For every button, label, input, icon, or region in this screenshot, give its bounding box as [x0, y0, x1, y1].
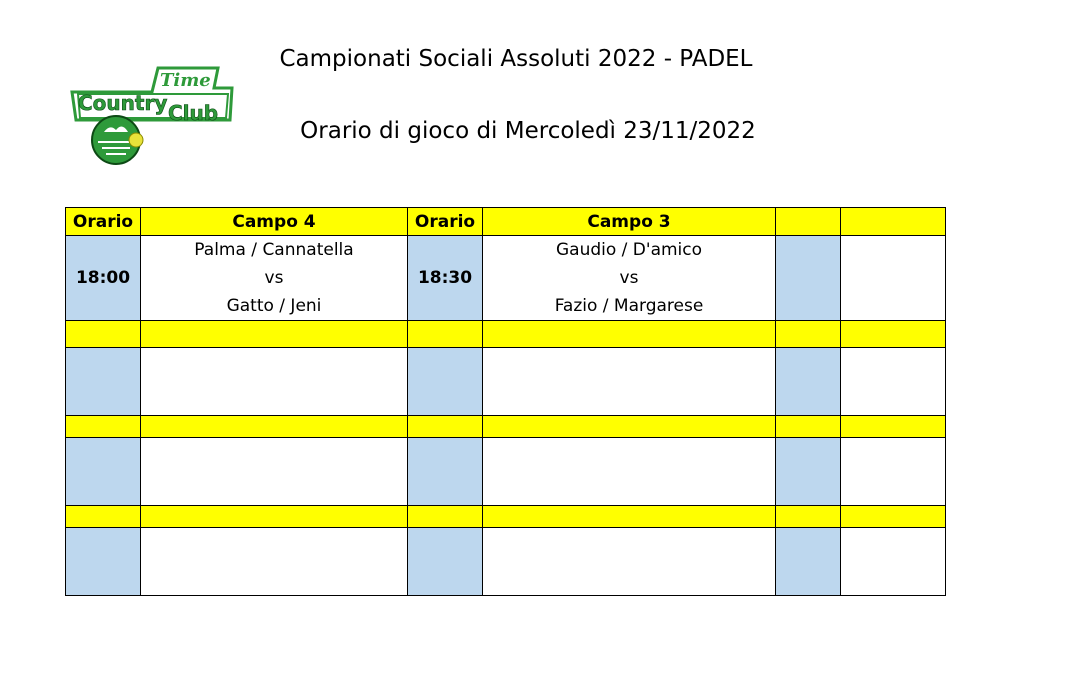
match-cell-empty — [841, 236, 946, 321]
header-campo-3: Campo 3 — [483, 208, 776, 236]
header-orario-2: Orario — [408, 208, 483, 236]
page-subtitle: Orario di gioco di Mercoledì 23/11/2022 — [300, 118, 756, 144]
header-campo-4: Campo 4 — [141, 208, 408, 236]
table-header-row — [66, 208, 946, 236]
logo-text-time: Time — [160, 70, 211, 91]
match-cell-empty — [841, 438, 946, 506]
match-cell-empty — [141, 528, 408, 596]
logo-text-country: Country — [78, 91, 168, 115]
match-cell-empty — [483, 348, 776, 416]
table-row — [66, 438, 946, 506]
time-cell-empty — [66, 438, 141, 506]
team-a: Gaudio / D'amico — [555, 240, 703, 260]
match-cell-empty — [841, 528, 946, 596]
schedule-table — [65, 207, 946, 596]
time-cell: 18:30 — [408, 236, 483, 321]
match-cell-empty — [483, 528, 776, 596]
page-title: Campionati Sociali Assoluti 2022 - PADEL — [279, 46, 753, 72]
time-cell-empty — [66, 348, 141, 416]
match-cell-campo-4 — [141, 236, 408, 321]
match-cell-empty — [483, 438, 776, 506]
separator-row — [66, 321, 946, 348]
time-cell-empty — [66, 528, 141, 596]
time-cell: 18:00 — [66, 236, 141, 321]
separator-row — [66, 506, 946, 528]
header-empty-6 — [841, 208, 946, 236]
time-cell-empty — [776, 528, 841, 596]
separator-row — [66, 416, 946, 438]
time-cell-empty — [776, 236, 841, 321]
team-b: Fazio / Margarese — [554, 296, 704, 316]
time-cell-empty — [776, 438, 841, 506]
header-orario-1: Orario — [66, 208, 141, 236]
match-cell-empty — [141, 348, 408, 416]
table-row — [66, 348, 946, 416]
table-row — [66, 236, 946, 321]
country-club-logo — [68, 62, 240, 166]
header-empty-5 — [776, 208, 841, 236]
vs-label: vs — [619, 268, 639, 288]
table-row — [66, 528, 946, 596]
match-cell-campo-3 — [483, 236, 776, 321]
time-cell-empty — [408, 348, 483, 416]
vs-label: vs — [264, 268, 284, 288]
time-cell-empty — [408, 528, 483, 596]
match-cell-empty — [141, 438, 408, 506]
match-cell-empty — [841, 348, 946, 416]
logo-text-club: Club — [168, 101, 219, 125]
time-cell-empty — [408, 438, 483, 506]
team-a: Palma / Cannatella — [194, 240, 354, 260]
team-b: Gatto / Jeni — [226, 296, 322, 316]
time-cell-empty — [776, 348, 841, 416]
